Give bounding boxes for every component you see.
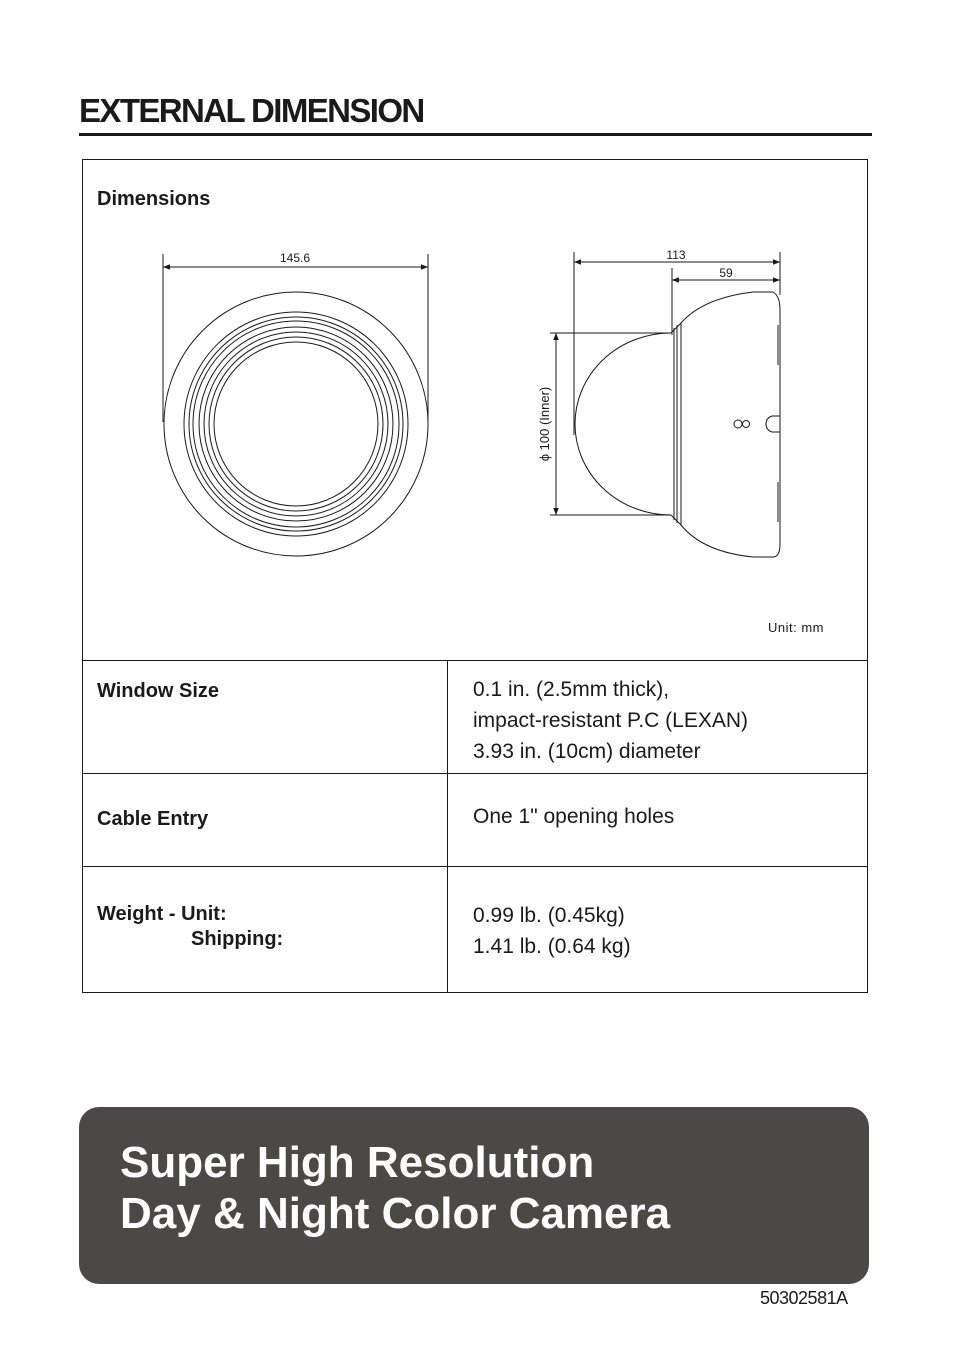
page-heading: EXTERNAL DIMENSION	[79, 92, 424, 129]
product-banner	[79, 1107, 869, 1284]
side-base-label: 59	[719, 266, 733, 280]
side-dome	[575, 333, 671, 515]
cable-entry-label: Cable Entry	[97, 808, 209, 830]
weight-shipping-value: 1.41 lb. (0.64 kg)	[473, 935, 631, 958]
window-size-label: Window Size	[97, 680, 220, 702]
column-divider	[447, 660, 448, 993]
side-depth-label: 113	[666, 248, 686, 262]
inner-diameter-label: ϕ 100 (Inner)	[537, 386, 552, 462]
front-ring-7	[209, 337, 383, 511]
front-ring-2	[184, 312, 408, 536]
front-ring-4	[193, 321, 399, 527]
weight-value	[473, 900, 631, 962]
side-housing	[681, 292, 780, 557]
dimension-drawing	[83, 160, 869, 660]
side-screw-1	[734, 420, 742, 428]
side-knob	[766, 416, 780, 432]
product-title-line-1: Super High Resolution	[120, 1138, 595, 1187]
spec-table	[82, 159, 868, 993]
row-divider	[83, 660, 867, 661]
side-view	[575, 292, 780, 557]
dimensions-title: Dimensions	[97, 188, 211, 210]
row-divider	[83, 773, 867, 774]
front-ring-5	[199, 327, 393, 521]
document-code: 50302581A	[760, 1288, 848, 1308]
cable-entry-line: One 1" opening holes	[473, 805, 675, 828]
heading-rule	[79, 133, 872, 136]
window-size-value	[473, 674, 748, 767]
window-size-line: impact-resistant P.C (LEXAN)	[473, 709, 749, 732]
cable-entry-value	[473, 801, 674, 832]
weight-shipping-label: Shipping:	[191, 928, 284, 950]
unit-label: Unit: mm	[768, 620, 824, 635]
front-view	[164, 292, 428, 556]
front-ring-6	[204, 332, 388, 516]
row-divider	[83, 866, 867, 867]
front-ring-3	[189, 317, 403, 531]
window-size-line: 0.1 in. (2.5mm thick),	[473, 678, 670, 701]
window-size-line: 3.93 in. (10cm) diameter	[473, 740, 701, 763]
weight-label	[97, 902, 283, 952]
product-title	[120, 1137, 670, 1239]
front-width-label: 145.6	[279, 251, 311, 265]
front-lens	[214, 342, 378, 506]
product-title-line-2: Day & Night Color Camera	[120, 1189, 671, 1238]
weight-unit-label: Weight - Unit:	[97, 903, 227, 925]
side-screw-2	[743, 421, 750, 428]
weight-unit-value: 0.99 lb. (0.45kg)	[473, 904, 625, 927]
